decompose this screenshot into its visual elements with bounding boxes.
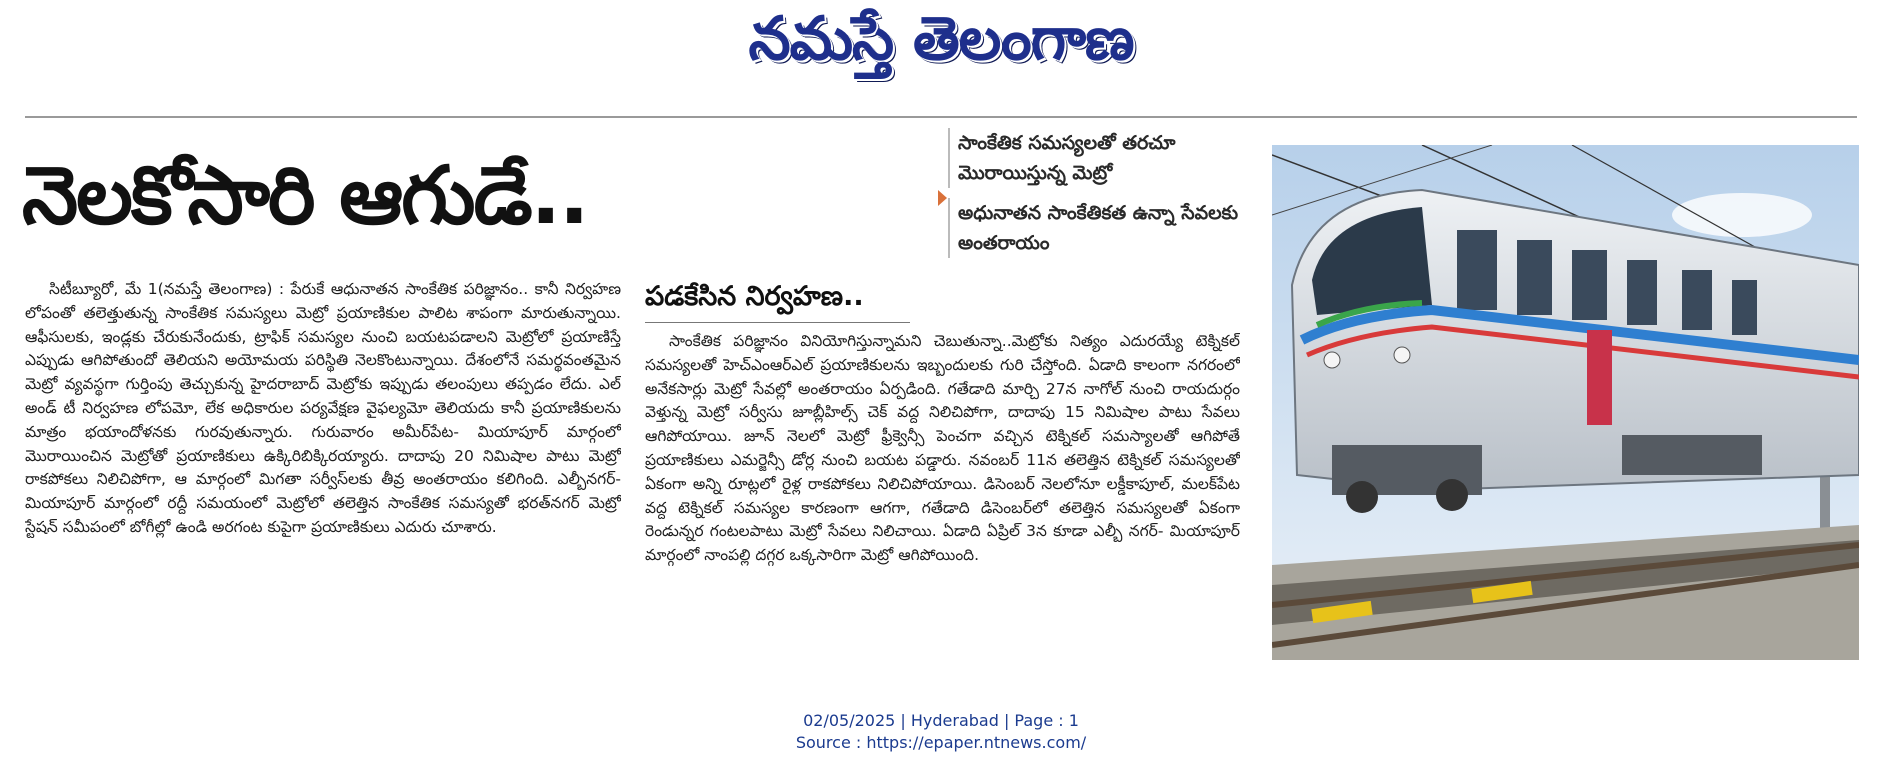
deck-block (948, 128, 1248, 268)
article-body-left (25, 278, 621, 648)
train-window (1457, 230, 1497, 310)
masthead-rule (25, 116, 1857, 118)
article-paragraph: సిటీబ్యూరో, మే 1(నమస్తే తెలంగాణ) : పేరుకే ఆధునాతన సాంకేతిక పరిజ్ఞానం.. కానీ నిర్వహణ లోపంతో తలెత్తుతున్న సాంకేతిక సమస్యలు మెట్రో ప్రయాణికుల పాలిట శాపంగా మారుతున్నాయి. ఆఫీసులకు, ఇండ్లకు చేరుకునేందుకు, ట్రాఫిక్‌ సమస్యల నుంచి బయటపడాలని మెట్రోలో ప్రయాణిస్తే ఎప్పుడు ఆగిపోతుందో తెలియని అయోమయ పరిస్థితి నెలకొంటున్నాయి. దేశంలోనే సమర్థవంతమైన మెట్రో వ్యవస్థగా గుర్తింపు తెచ్చుకున్న హైదరాబాద్‌ మెట్రోకు ఇప్పుడు తలంపులు తప్పడం లేదు. ఎల్‌ అండ్‌ టీ నిర్వహణ లోపమో, లేక అధికారుల పర్యవేక్షణ వైఫల్యమో తెలియదు కానీ ప్రయాణికులను మాత్రం భయాందోళనకు గురవుతున్నారు. గురువారం అమీర్‌పేట- మియాపూర్‌ మార్గంలో మొరాయించిన మెట్రోతో ప్రయాణికులు ఉక్కిరిబిక్కిరయ్యారు. దాదాపు 20 నిమిషాల పాటు మెట్రో రాకపోకలు నిలిచిపోగా, ఆ మార్గంలో మిగతా సర్వీస్‌లకు తీవ్ర అంతరాయం కలిగింది. ఎల్బీనగర్‌-మియాపూర్‌ మార్గంలో రద్దీ సమయంలో మెట్రోలో తలెత్తిన సాంకేతిక సమస్యతో భరత్‌నగర్‌ మెట్రో స్టేషన్‌ సమీపంలో బోగీల్లో ఉండి అరగంట కుపైగా ప్రయాణికులు ఎదురు చూశారు. (25, 280, 621, 536)
metro-train-photo (1272, 145, 1859, 660)
masthead (0, 0, 1882, 100)
wheel (1346, 481, 1378, 513)
train-window (1627, 260, 1657, 325)
train-window (1682, 270, 1712, 330)
headline: నెలకోసారి ఆగుడే.. (22, 149, 588, 242)
subheading: పడకేసిన నిర్వహణ.. (645, 281, 864, 312)
deck-1: సాంకేతిక సమస్యలతో తరచూ మొరాయిస్తున్న మెట్రో (948, 128, 1248, 188)
train-window (1572, 250, 1607, 320)
train-side-banner (1587, 330, 1612, 425)
train-bogie (1622, 435, 1762, 475)
headlight (1394, 347, 1410, 363)
headlight (1324, 352, 1340, 368)
metro-train-illustration (1272, 145, 1859, 660)
subheading-rule (645, 322, 910, 323)
wheel (1436, 479, 1468, 511)
source-link[interactable]: Source : https://epaper.ntnews.com/ (795, 733, 1087, 752)
deck-arrow-icon (938, 190, 947, 206)
deck-2: అధునాతన సాంకేతికత ఉన్నా సేవలకు అంతరాయం (948, 198, 1248, 258)
footer (0, 710, 1882, 754)
train-window (1732, 280, 1757, 335)
masthead-logo: నమస్తే తెలంగాణ (748, 4, 1134, 74)
cloud (1672, 193, 1812, 237)
edition-info: 02/05/2025 | Hyderabad | Page : 1 (803, 711, 1079, 730)
train-window (1517, 240, 1552, 315)
article-paragraph: సాంకేతిక పరిజ్ఞానం వినియోగిస్తున్నామని చెబుతున్నా..మెట్రోకు నిత్యం ఎదురయ్యే టెక్నికల్‌ సమస్యలతో హెచ్‌ఎంఆర్‌ఎల్‌ ప్రయాణికులను ఇబ్బందులకు గురి చేస్తోంది. ఏడాది కాలంగా నగరంలో అనేకసార్లు మెట్రో సేవల్లో అంతరాయం ఏర్పడింది. గతేడాది మార్చి 27న నాగోల్‌ నుంచి రాయదుర్గం వెళ్తున్న మెట్రో సర్వీసు జూబ్లీహిల్స్‌ చెక్‌ వద్ద నిలిచిపోగా, దాదాపు 15 నిమిషాల పాటు సేవలు ఆగిపోయాయి. జూన్‌ నెలలో మెట్రో ఫ్రీక్వెన్సీ పెంచగా వచ్చిన టెక్నికల్‌ సమస్యాలతో ఆగిపోతే ప్రయాణికులు ఎమర్జెన్సీ డోర్ల నుంచి బయట పడ్డారు. నవంబర్‌ 11న తలెత్తిన టెక్నికల్‌ సమస్యలతో ఏకంగా అన్ని రూట్లలో రైళ్ల రాకపోకలు నిలిచిపోయాయి. డిసెంబర్‌ నెలలోనూ లక్డీకాపూల్‌, మలక్‌పేట వద్ద టెక్నికల్‌ సమస్యల కారణంగా ఆగగా, గతేడాది డిసెంబర్‌లో తలెత్తిన సమస్యలతో ఏకంగా రెండున్నర గంటలపాటు మెట్రో సేవలు నిలిచాయి. ఏడాది ఏప్రిల్‌ 3న కూడా ఎల్బీ నగర్‌- మియాపూర్‌ మార్గంలో నాంపల్లి దగ్గర ఒక్కసారిగా మెట్రో ఆగిపోయింది. (645, 332, 1240, 565)
article-body-right (645, 330, 1240, 640)
